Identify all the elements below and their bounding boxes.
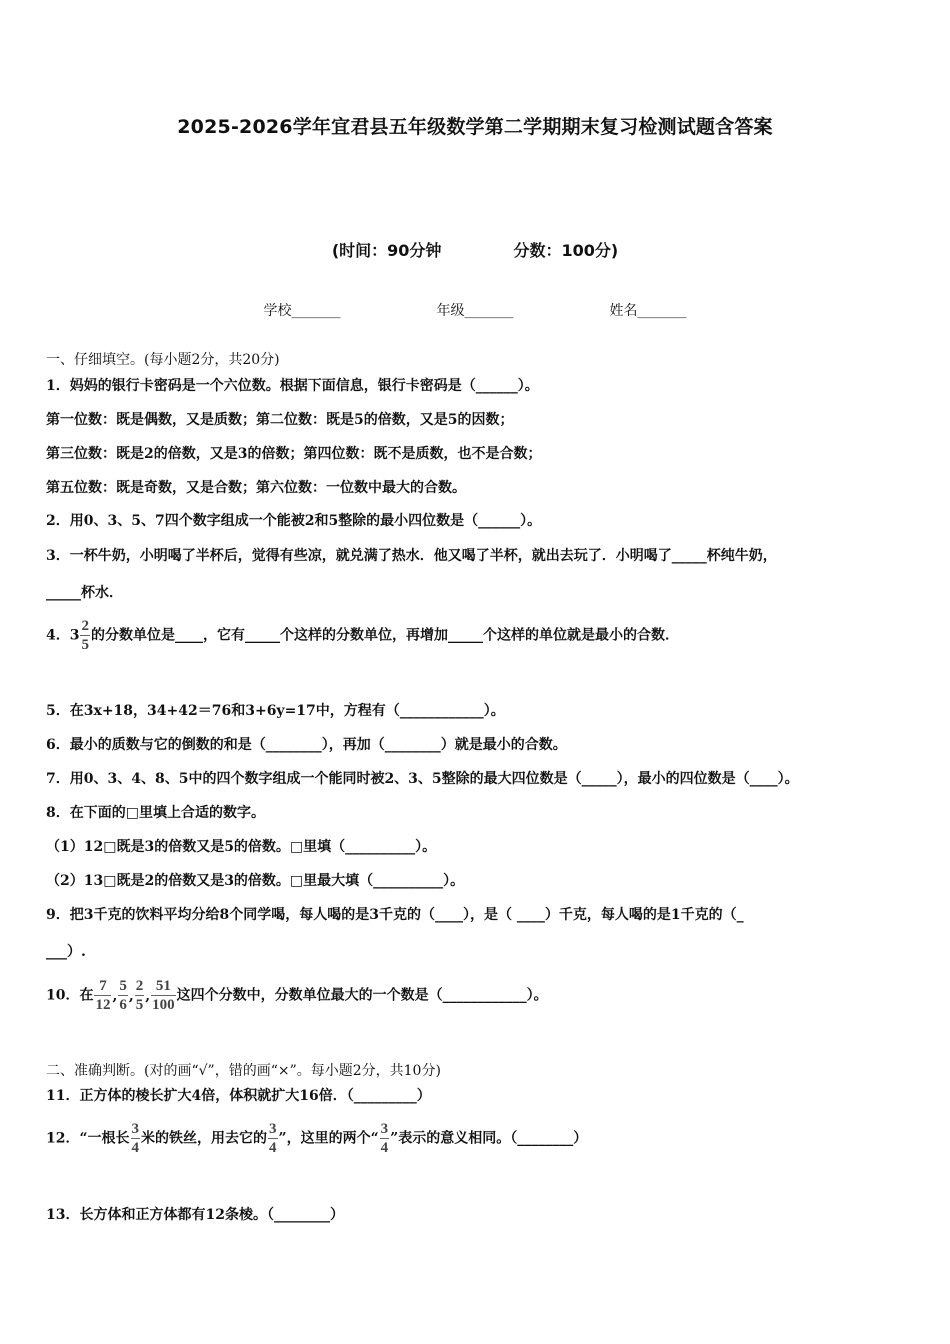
fraction-numerator: 5	[119, 978, 127, 994]
section2-heading: 二、准确判断。(对的画“√”，错的画“×”。每小题2分，共10分)	[46, 1063, 441, 1079]
question-1-clue-2: 第三位数：既是2的倍数，又是3的倍数；第四位数：既不是质数，也不是合数；	[46, 446, 542, 462]
fraction-denominator: 12	[95, 997, 111, 1013]
question-4	[46, 617, 679, 654]
fraction-denominator: 4	[269, 1140, 277, 1156]
question-8-part-2: （2）13□既是2的倍数又是3的倍数。□里最大填（__________）。	[46, 873, 465, 889]
question-13: 13．长方体和正方体都有12条棱。（________）	[46, 1207, 344, 1223]
fraction-numerator: 2	[81, 618, 89, 634]
question-3-line-1: 3．一杯牛奶，小明喝了半杯后，觉得有些凉，就兑满了热水．他又喝了半杯，就出去玩了．小明喝了_____杯纯牛奶，	[46, 548, 777, 564]
question-8: 8．在下面的□里填上合适的数字。	[46, 805, 265, 821]
fraction-separator: ,	[112, 987, 118, 1004]
exam-meta	[0, 238, 950, 261]
section1-heading: 一、仔细填空。(每小题2分，共20分)	[46, 352, 280, 368]
question-10-prefix: 10．在	[46, 987, 94, 1004]
question-3-line-2: _____杯水．	[46, 585, 123, 601]
question-7: 7．用0、3、4、8、5中的四个数字组成一个能同时被2、3、5整除的最大四位数是（_____），最小的四位数是（____）。	[46, 771, 799, 787]
fraction-separator: ,	[145, 987, 151, 1004]
fraction-denominator: 5	[81, 637, 89, 653]
question-1-clue-3: 第五位数：既是奇数，又是合数；第六位数：一位数中最大的合数。	[46, 480, 466, 496]
question-12-part-1: 12．“一根长	[46, 1130, 130, 1147]
question-10-fraction	[118, 977, 128, 1014]
name-field: 姓名_______	[609, 303, 687, 319]
question-8-part-1: （1）12□既是3的倍数又是5的倍数。□里填（__________）。	[46, 839, 437, 855]
question-6: 6．最小的质数与它的倒数的和是（________），再加（________）就是最小的合数。	[46, 737, 567, 753]
question-10-suffix: 这四个分数中，分数单位最大的一个数是（____________）。	[176, 987, 548, 1004]
question-2: 2．用0、3、5、7四个数字组成一个能被2和5整除的最小四位数是（______）。	[46, 513, 542, 529]
fraction-numerator: 51	[155, 978, 171, 994]
question-5: 5．在3x+18，34+42＝76和3+6y=17中，方程有（____________）。	[46, 703, 505, 719]
exam-time: (时间：90分钟	[331, 241, 442, 260]
question-11: 11．正方体的棱长扩大4倍，体积就扩大16倍．（_________）	[46, 1088, 431, 1104]
grade-field: 年级_______	[436, 303, 514, 319]
question-10	[46, 977, 548, 1014]
question-4-prefix: 4．3	[46, 627, 80, 644]
exam-score: 分数：100分)	[513, 241, 619, 260]
page-title: 2025-2026学年宜君县五年级数学第二学期期末复习检测试题含答案	[177, 116, 773, 138]
school-field: 学校_______	[263, 303, 341, 319]
fraction-three-quarters	[131, 1120, 141, 1157]
fraction-numerator: 3	[269, 1121, 277, 1137]
question-12-part-2: 米的铁丝，用去它的	[141, 1130, 268, 1147]
fraction-denominator: 100	[152, 997, 175, 1013]
fraction-denominator: 6	[119, 997, 127, 1013]
fraction-numerator: 7	[99, 978, 107, 994]
fraction-denominator: 4	[131, 1140, 140, 1156]
fraction-three-quarters	[380, 1120, 390, 1157]
fraction-separator: ,	[128, 987, 134, 1004]
question-10-fraction	[135, 977, 145, 1014]
question-10-fraction	[94, 977, 111, 1014]
question-10-fraction	[151, 977, 176, 1014]
fraction-three-quarters	[268, 1120, 278, 1157]
fraction-two-fifths	[80, 617, 90, 654]
question-4-suffix: 的分数单位是____，它有_____个这样的分数单位，再增加_____个这样的单位就是最小的合数．	[90, 627, 679, 644]
question-1-clue-1: 第一位数：既是偶数，又是质数；第二位数：既是5的倍数，又是5的因数；	[46, 412, 514, 428]
fraction-numerator: 3	[380, 1121, 389, 1137]
question-12-part-3: ”，这里的两个“	[278, 1130, 379, 1147]
question-1: 1．妈妈的银行卡密码是一个六位数。根据下面信息，银行卡密码是（______）。	[46, 378, 539, 394]
fraction-numerator: 2	[135, 978, 144, 994]
question-9-line-2: ___）.	[46, 944, 86, 960]
question-12-part-4: ”表示的意义相同。（________）	[390, 1130, 588, 1147]
question-12	[46, 1120, 587, 1157]
question-9-line-1: 9．把3千克的饮料平均分给8个同学喝，每人喝的是3千克的（____），是（ ____）千克，每人喝的是1千克的（_	[46, 907, 744, 923]
fraction-numerator: 3	[131, 1121, 140, 1137]
question-10-fraction-list	[93, 978, 176, 1013]
fraction-denominator: 4	[380, 1140, 389, 1156]
fraction-denominator: 5	[135, 997, 144, 1013]
student-info	[0, 300, 950, 320]
